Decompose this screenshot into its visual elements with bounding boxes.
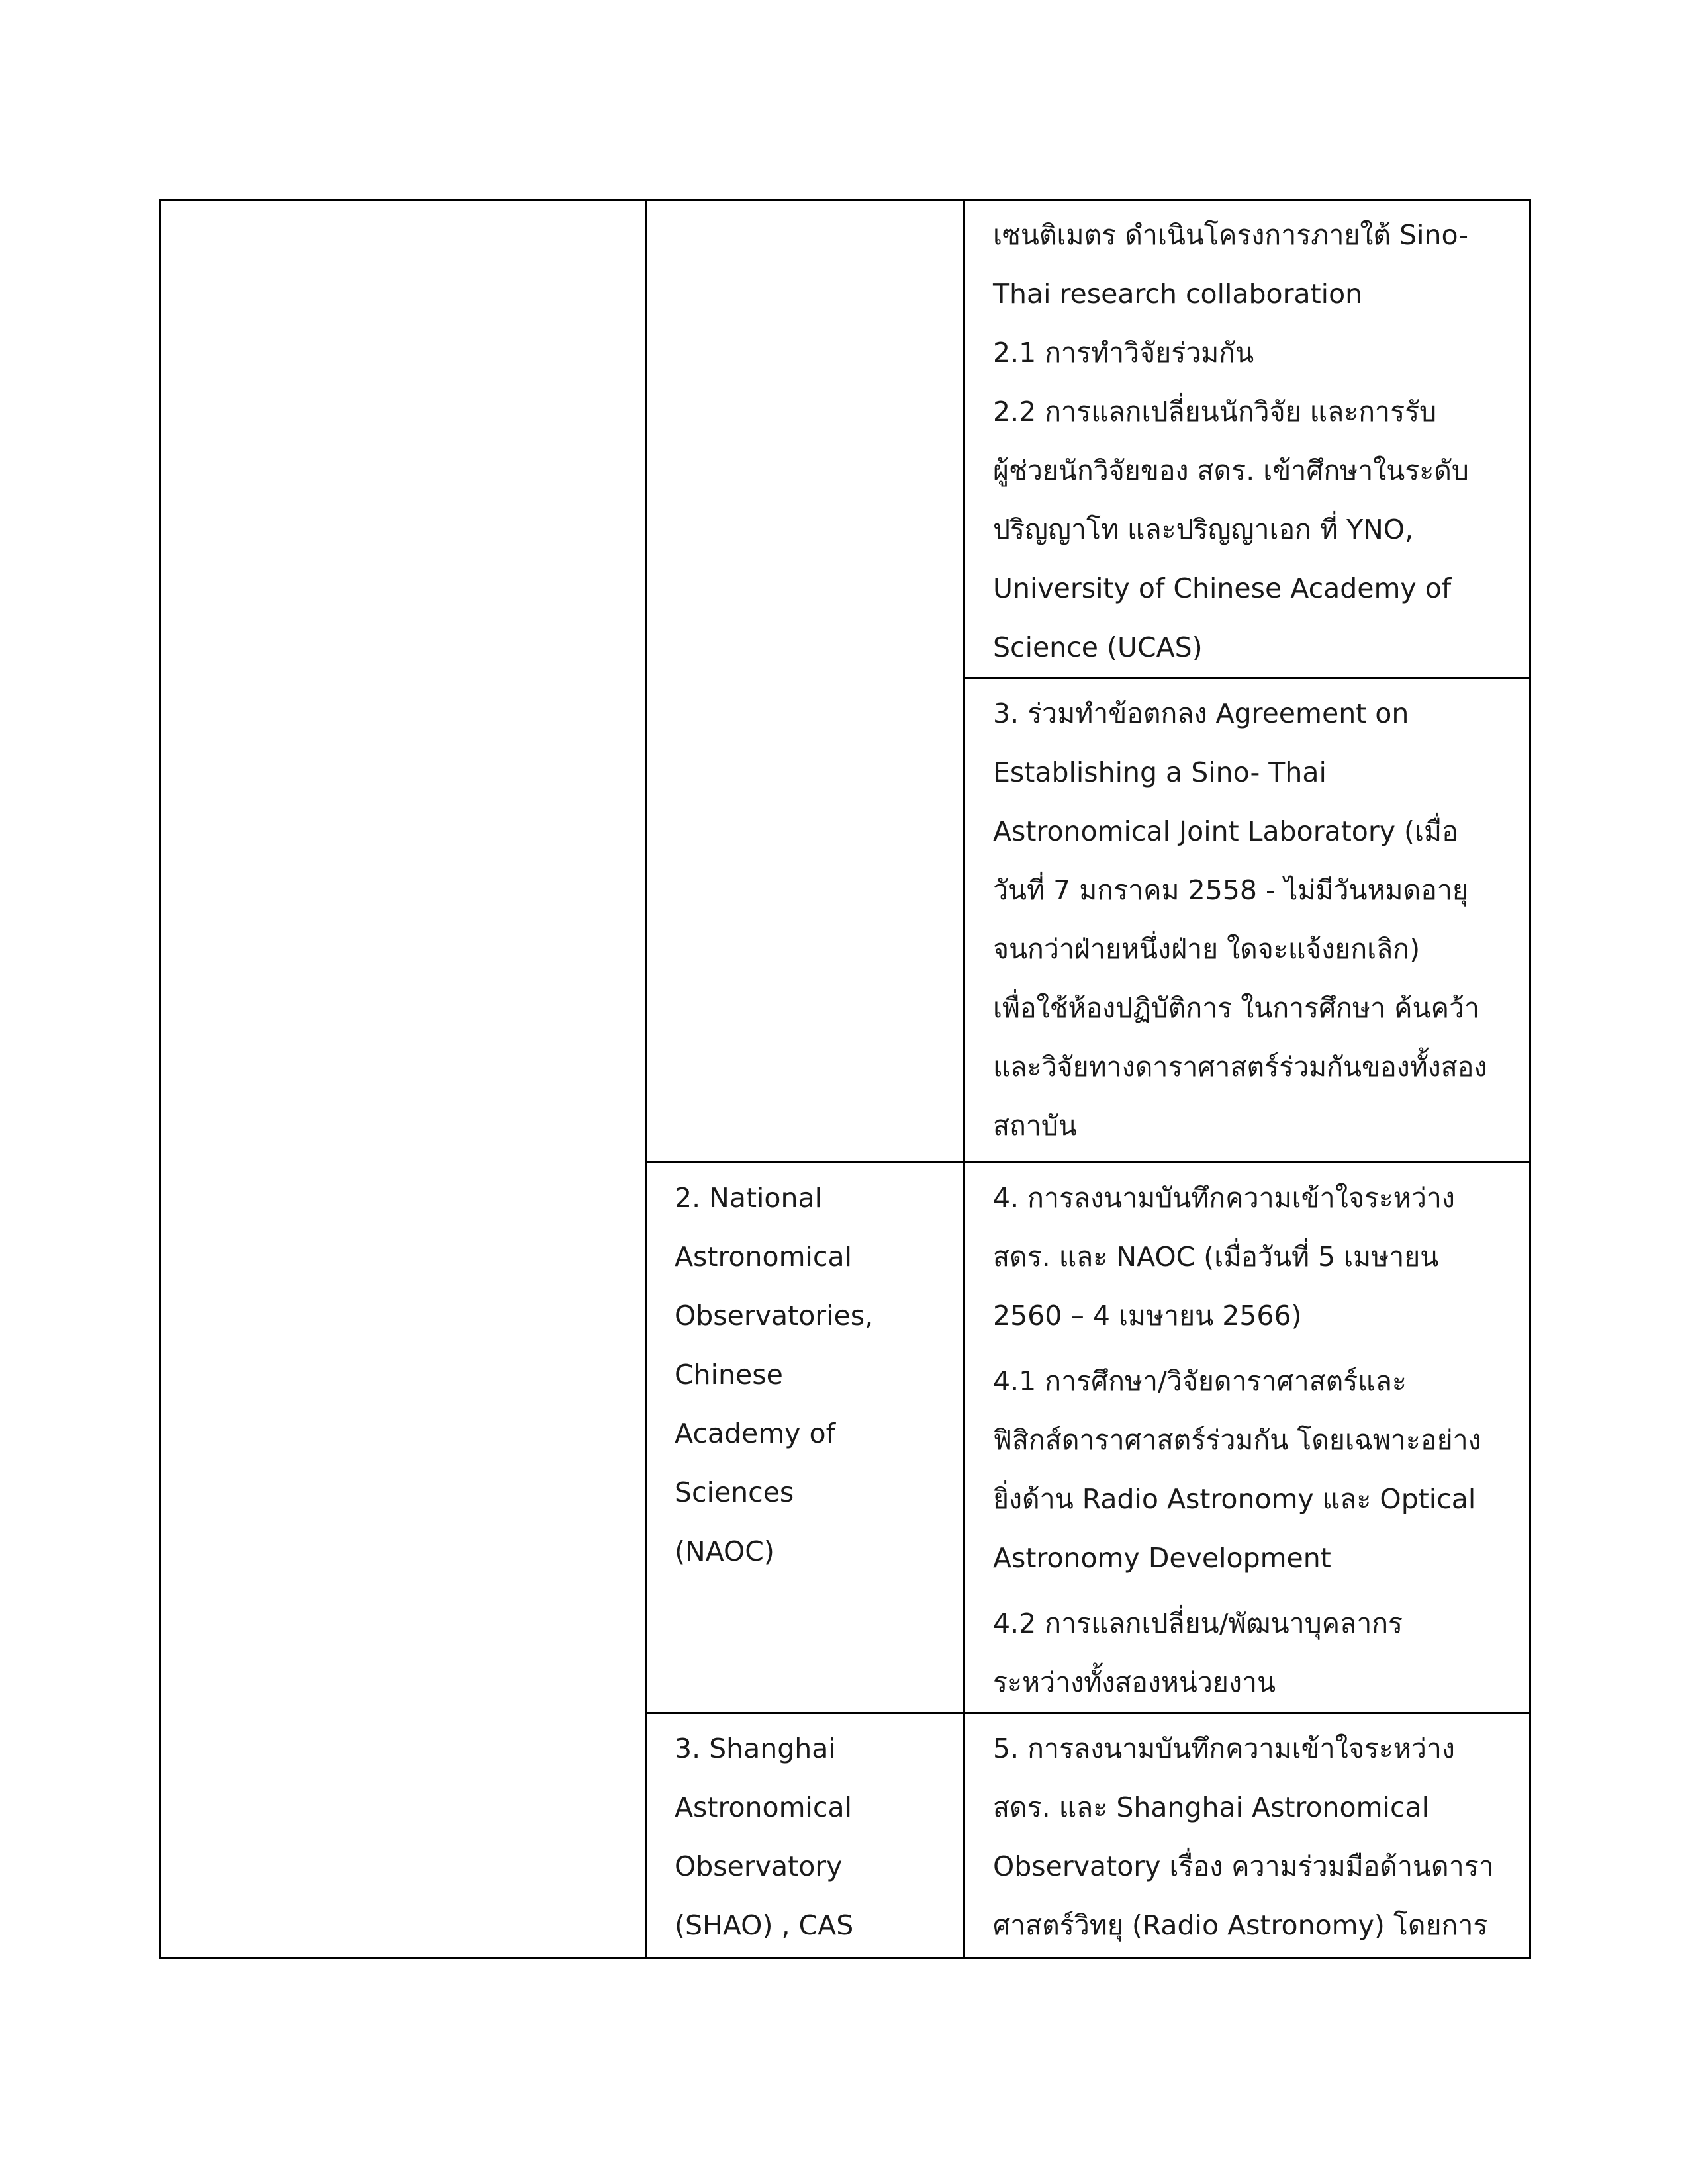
text-line: ยิ่งด้าน Radio Astronomy และ Optical — [993, 1483, 1476, 1515]
text-line: 4.1 การศึกษา/วิจัยดาราศาสตร์และ — [993, 1365, 1407, 1397]
empty-partner-cell — [646, 200, 964, 1163]
text-line: Chinese — [675, 1359, 783, 1390]
text-line: 4. การลงนามบันทึกความเข้าใจระหว่าง — [993, 1182, 1455, 1214]
text-line: สดร. และ Shanghai Astronomical — [993, 1792, 1430, 1823]
empty-first-column-cell — [160, 200, 646, 1958]
text-line: 4.2 การแลกเปลี่ยน/พัฒนาบุคลากร — [993, 1608, 1403, 1639]
text-line: Astronomical — [675, 1792, 852, 1823]
text-line: Astronomical Joint Laboratory (เมื่อ — [993, 815, 1458, 847]
text-line: วันที่ 7 มกราคม 2558 - ไม่มีวันหมดอายุ — [993, 874, 1468, 906]
activity-cell-joint-laboratory — [964, 678, 1530, 1163]
paragraph — [993, 1169, 1516, 1345]
text-line: ระหว่างทั้งสองหน่วยงาน — [993, 1666, 1276, 1698]
text-line: สดร. และ NAOC (เมื่อวันที่ 5 เมษายน — [993, 1241, 1439, 1273]
text-line: จนกว่าฝ่ายหนึ่งฝ่าย ใดจะแจ้งยกเลิก) — [993, 933, 1421, 965]
text-line: Observatories, — [675, 1300, 874, 1332]
text-line: Observatory เรื่อง ความร่วมมือด้านดารา — [993, 1850, 1494, 1882]
text-line: Thai research collaboration — [993, 278, 1363, 310]
text-line: และวิจัยทางดาราศาสตร์ร่วมกันของทั้งสอง — [993, 1051, 1487, 1083]
text-line: 2560 – 4 เมษายน 2566) — [993, 1300, 1302, 1332]
text-line: ปริญญาโท และปริญญาเอก ที่ YNO, — [993, 514, 1414, 545]
text-line: ศาสตร์วิทยุ (Radio Astronomy) โดยการ — [993, 1909, 1488, 1941]
text-line: Sciences — [675, 1477, 794, 1508]
text-line: Science (UCAS) — [993, 631, 1203, 663]
text-line: 5. การลงนามบันทึกความเข้าใจระหว่าง — [993, 1733, 1455, 1764]
text-line: 3. Shanghai — [675, 1733, 836, 1764]
text-line: 2.2 การแลกเปลี่ยนนักวิจัย และการรับ — [993, 396, 1437, 428]
text-line: Establishing a Sino- Thai — [993, 756, 1327, 788]
activity-cell-naoc-mou — [964, 1163, 1530, 1713]
text-line: Astronomy Development — [993, 1542, 1331, 1574]
text-line: สถาบัน — [993, 1110, 1077, 1142]
text-line: 2. National — [675, 1182, 822, 1214]
text-line: ผู้ช่วยนักวิจัยของ สดร. เข้าศึกษาในระดับ — [993, 455, 1469, 486]
text-line: (NAOC) — [675, 1535, 774, 1567]
activity-cell-research-collaboration — [964, 200, 1530, 678]
text-line: (SHAO) , CAS — [675, 1909, 854, 1941]
text-line: ฟิสิกส์ดาราศาสตร์ร่วมกัน โดยเฉพาะอย่าง — [993, 1424, 1481, 1456]
text-line: เพื่อใช้ห้องปฏิบัติการ ในการศึกษา ค้นคว้า — [993, 992, 1480, 1024]
partner-cell-naoc — [646, 1163, 964, 1713]
text-line: University of Chinese Academy of — [993, 572, 1452, 604]
text-line: Astronomical — [675, 1241, 852, 1273]
paragraph — [993, 1352, 1516, 1588]
text-line: Observatory — [675, 1850, 843, 1882]
text-line: Academy of — [675, 1418, 835, 1449]
partner-cell-shao — [646, 1713, 964, 1958]
text-line: 3. ร่วมทำข้อตกลง Agreement on — [993, 698, 1409, 729]
table-row — [160, 200, 1530, 678]
text-line: 2.1 การทำวิจัยร่วมกัน — [993, 337, 1254, 369]
activity-cell-shao-mou — [964, 1713, 1530, 1958]
text-line: เซนติเมตร ดำเนินโครงการภายใต้ Sino- — [993, 219, 1469, 251]
paragraph — [993, 1594, 1516, 1712]
cooperation-table — [159, 199, 1531, 1959]
